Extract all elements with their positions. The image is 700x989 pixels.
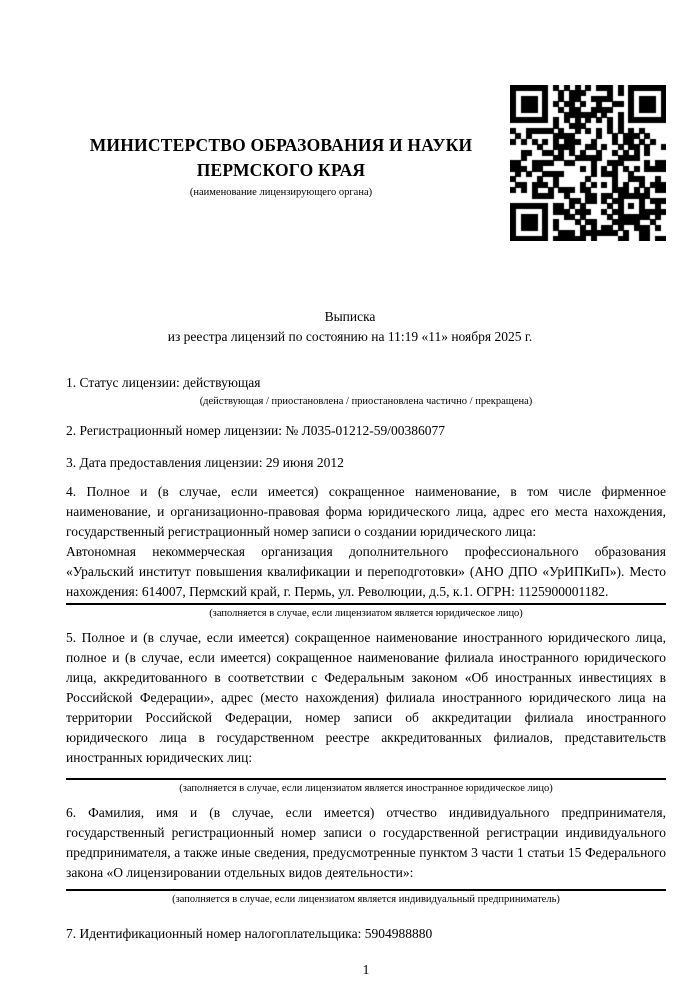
item-6-entrepreneur-question: 6. Фамилия, имя и (в случае, если имеется) отчество индивидуального предпринимателя, государственный регистрационный номер записи о государственной регистрации индивидуального предпринимателя, а также иные сведения, предусмотренные пунктом 3 части 1 статьи 15 Федерального закона «О лицензировании отдельных видов деятельности»: [66,805,666,880]
item-4-caption: (заполняется в случае, если лицензиатом является юридическое лицо) [209,608,523,619]
item-5-empty-answer-line [66,778,666,780]
document-title [0,307,700,347]
page-number: 1 [362,962,370,977]
item-7-taxpayer-number: 7. Идентификационный номер налогоплательщика: 5904988880 [66,926,433,941]
item-6-caption: (заполняется в случае, если лицензиатом является индивидуальный предприниматель) [172,894,560,905]
item-3-grant-date: 3. Дата предоставления лицензии: 29 июня 2012 [66,455,344,470]
item-6-empty-answer-line [66,889,666,891]
qr-code-container [510,85,666,241]
ministry-caption: (наименование лицензирующего органа) [189,187,373,198]
title-line1: Выписка [324,309,376,324]
title-line2: из реестра лицензий по состоянию на 11:19 «11» ноября 2025 г. [167,329,533,344]
item-2-registration-number: 2. Регистрационный номер лицензии: № Л035-01212-59/00386077 [66,423,446,438]
document-header [0,0,700,241]
item-4-legal-entity-question: 4. Полное и (в случае, если имеется) сокращенное наименование, в том числе фирменное наименование, и организационно-правовая форма юридического лица, адрес его места нахождения, государственный регистрационный номер записи о создании юридического лица: [66,484,666,539]
document-body [0,373,700,980]
item-5-caption: (заполняется в случае, если лицензиатом является иностранное юридическое лицо) [179,783,553,794]
licensing-authority-block [66,85,510,199]
ministry-name-line2: ПЕРМСКОГО КРАЯ [196,160,366,180]
item-5-foreign-entity-question: 5. Полное и (в случае, если имеется) сокращенное наименование иностранного юридического лица, полное и (в случае, если имеется) сокращенное наименование филиала иностранного юридического лица, аккредитованного в соответствии с Федеральным законом «Об иностранных инвестициях в Российской Федерации», адрес (место нахождения) филиала иностранного юридического лица на территории Российской Федерации, номер записи об аккредитации филиала иностранного юридического лица в государственном реестре аккредитованных филиалов, представительств иностранных юридических лиц: [66,630,666,765]
item-1-license-status: 1. Статус лицензии: действующая [66,375,261,390]
qr-code-image [510,85,666,241]
items-list [66,373,666,980]
item-1-caption: (действующая / приостановлена / приостановлена частично / прекращена) [199,396,533,407]
ministry-name-line1: МИНИСТЕРСТВО ОБРАЗОВАНИЯ И НАУКИ [89,135,473,155]
item-4-legal-entity-value: Автономная некоммерческая организация дополнительного профессионального образования «Уральский институт повышения квалификации и переподготовки» (АНО ДПО «УрИПКиП»). Место нахождения: 614007, Пермский край, г. Пермь, ул. Революции, д.5, к.1. ОГРН: 1125900001182. [66,542,666,605]
